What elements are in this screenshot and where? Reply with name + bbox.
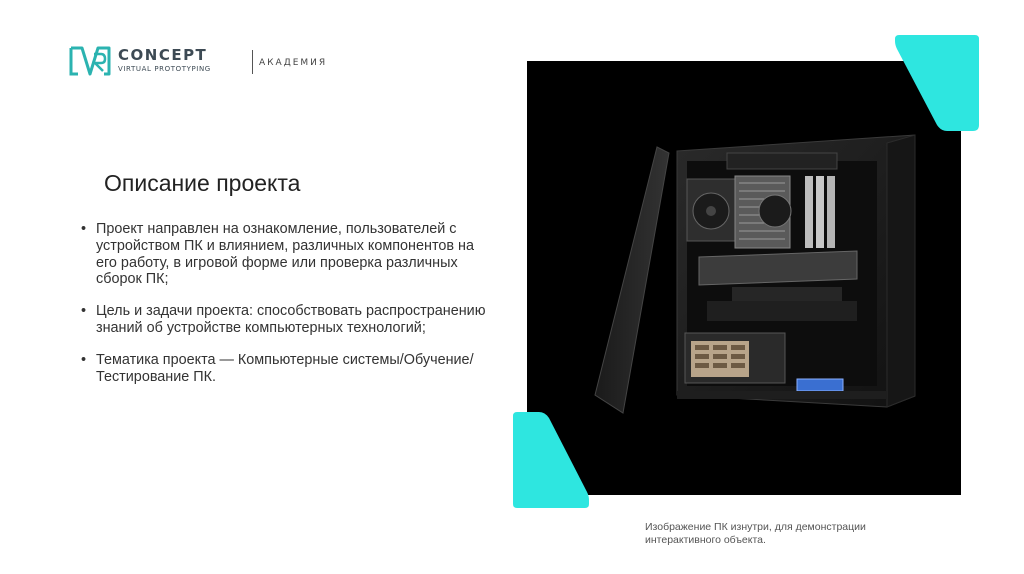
- slide-title: Описание проекта: [104, 170, 301, 196]
- bullet-marker: •: [81, 351, 87, 368]
- ssd: [797, 379, 843, 391]
- ram-sticks: [805, 176, 835, 248]
- bullet-text: Проект направлен на ознакомление, пользователей с устройством ПК и влиянием, различных компонентов на его работу, в игровой форме или проверка различных сборок ПК;: [96, 221, 474, 288]
- gpu: [699, 251, 857, 285]
- accent-shape-bottom-left: [513, 412, 589, 508]
- bullet-text: Цель и задачи проекта: способствовать распространению знаний об устройстве компьютерных технологий;: [96, 303, 486, 336]
- image-caption: Изображение ПК изнутри, для демонстрации интерактивного объекта.: [645, 521, 866, 546]
- bullet-marker: •: [81, 303, 87, 320]
- accent-shape-top-right: [895, 35, 979, 131]
- brand-tagline: VIRTUAL PROTOTYPING: [118, 65, 211, 73]
- brand-academy: АКАДЕМИЯ: [259, 58, 328, 68]
- bullet-item: [78, 352, 498, 386]
- bullet-item: [78, 221, 498, 288]
- bullet-marker: •: [81, 221, 87, 237]
- brand-divider: [252, 50, 253, 74]
- brand-logo: [68, 44, 328, 80]
- side-panel: [595, 147, 669, 413]
- bullet-item: [78, 303, 498, 337]
- psu: [685, 333, 785, 383]
- vr-logo-icon: [68, 44, 112, 78]
- bullet-text: Тематика проекта — Компьютерные системы/Обучение/Тестирование ПК.: [96, 351, 474, 385]
- brand-name: CONCEPT: [118, 46, 208, 64]
- bullet-list: [78, 221, 498, 400]
